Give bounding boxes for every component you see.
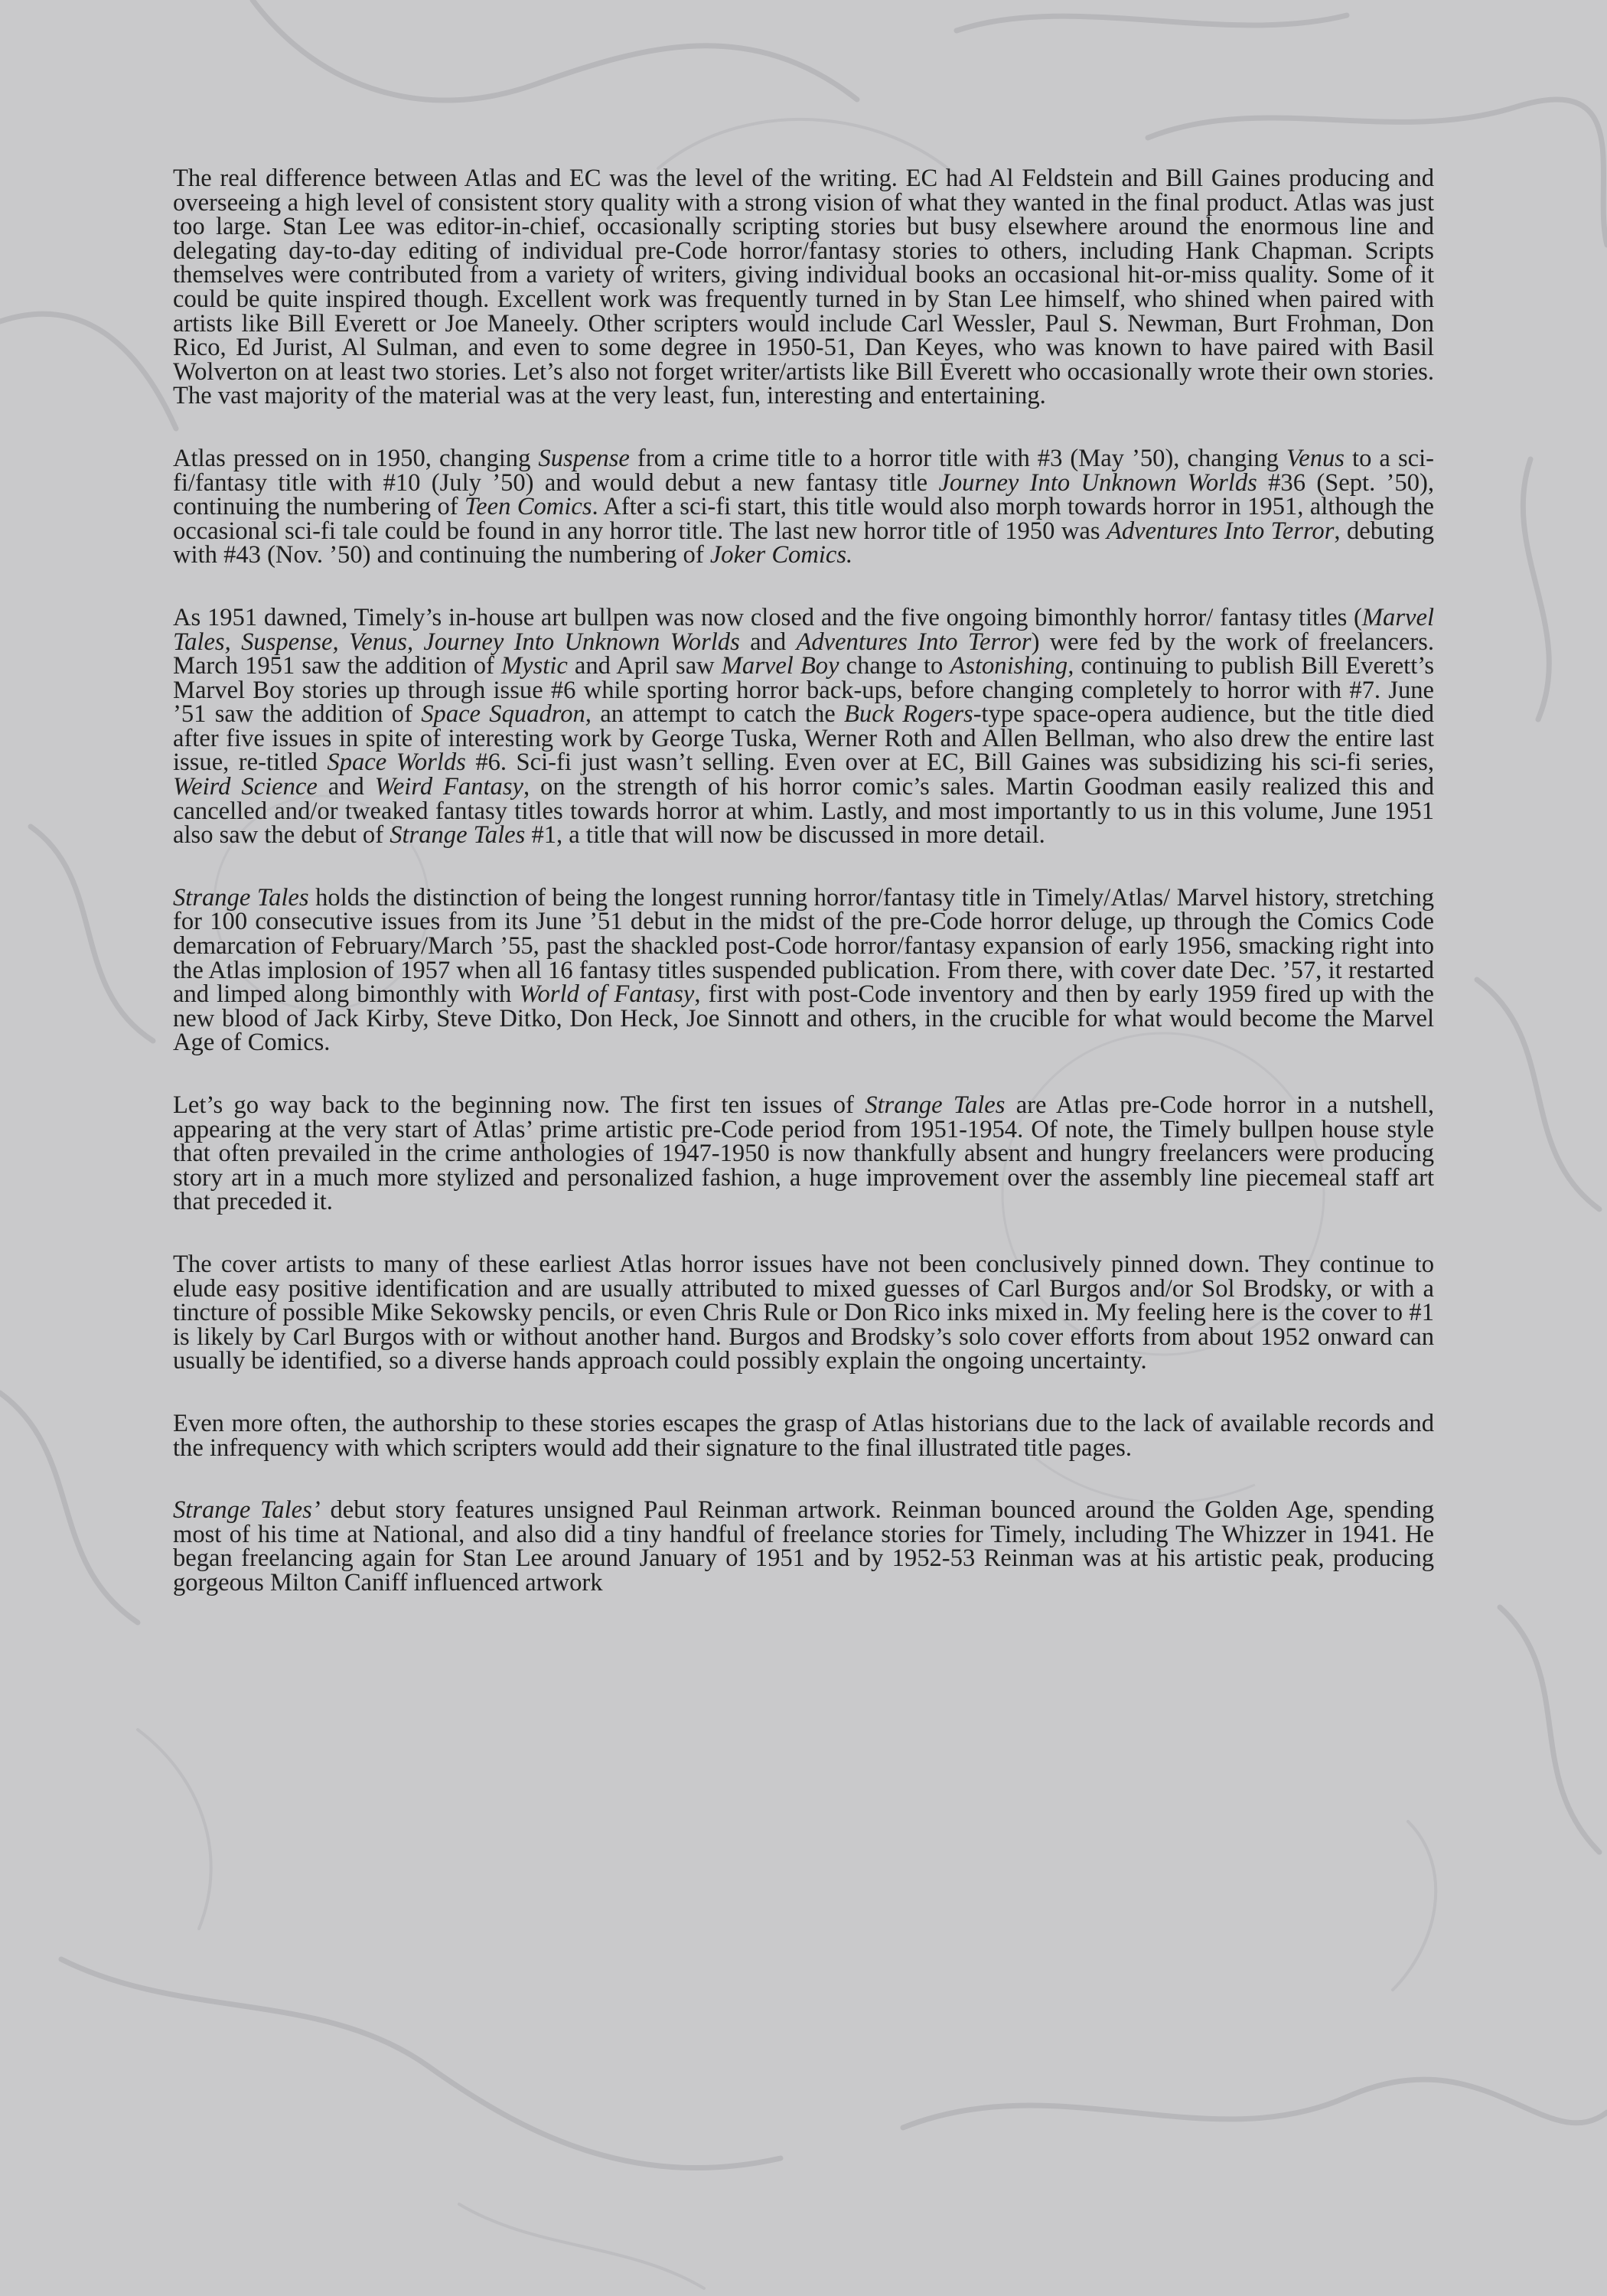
italic-title: Buck Rogers: [844, 700, 973, 729]
italic-title: Teen Comics: [464, 493, 592, 521]
paragraph: [173, 883, 1434, 1057]
text-run: Even more often, the authorship to these stories escapes the grasp of Atlas historians due to the lack of available records and the infrequency with which scripters would add their signature to the final illustrated title pages.: [173, 1409, 1434, 1462]
italic-title: Suspense: [538, 444, 630, 472]
text-run: and: [317, 773, 375, 801]
text-run: holds the distinction of being the longest running horror/fantasy title in Timely/Atlas/ Marvel history, stretching for 100 consecutive issues from its June ’51 debut in the midst of the pre-Code horror deluge, up through the Comics Code demarcation of February/March ’55, past the shackled post-Code horror/fantasy expansion of early 1956, smacking right into the Atlas implosion of 1957 when all 16 fantasy titles suspended publication. From there, with cover date Dec. ’57, it restarted and limped along bimonthly with: [173, 883, 1434, 1009]
text-run: The real difference between Atlas and EC was the level of the writing. EC had Al Feldstein and Bill Gaines producing and overseeing a high level of consistent story quality with a strong vision of what they wanted in the final product. Atlas was just too large. Stan Lee was editor-in-chief, occasionally scripting stories but busy elsewhere around the enormous line and delegating day-to-day editing of individual pre-Code horror/fantasy stories to others, including Hank Chapman. Scripts themselves were contributed from a variety of writers, giving individual books an occasional hit-or-miss quality. Some of it could be quite inspired though. Excellent work was frequently turned in by Stan Lee himself, who shined when paired with artists like Bill Everett or Joe Maneely. Other scripters would include Carl Wessler, Paul S. Newman, Burt Frohman, Don Rico, Ed Jurist, Al Sulman, and even to some degree in 1950-51, Dan Keyes, who was known to have paired with Basil Wolverton on at least two stories. Let’s also not forget writer/artists like Bill Everett who occasionally wrote their own stories. The vast majority of the material was at the very least, fun, interesting and entertaining.: [173, 165, 1434, 410]
italic-title: Joker Comics.: [709, 541, 853, 569]
text-run: #6. Sci-fi just wasn’t selling. Even over at EC, Bill Gaines was subsidizing his sci-fi series,: [465, 748, 1434, 777]
text-run: to a sci-fi/fantasy title with #10 (July ’50) and would debut a new fantasy title: [173, 444, 1434, 497]
italic-title: Strange Tales: [865, 1091, 1006, 1119]
paragraph: [173, 603, 1435, 850]
text-run: . After a sci-fi start, this title would also morph towards horror in 1951, although the occasional sci-fi tale could be found in any horror title. The last new horror title of 1950 was: [173, 493, 1434, 545]
italic-title: Marvel Tales, Suspense, Venus, Journey Into Unknown Worlds: [173, 603, 1434, 656]
text-run: Let’s go way back to the beginning now. The first ten issues of: [173, 1091, 865, 1119]
paragraph: [173, 1409, 1434, 1462]
italic-title: Mystic: [500, 652, 568, 680]
italic-title: Journey Into Unknown Worlds: [938, 468, 1257, 497]
text-run: , on the strength of his horror comic’s sales. Martin Goodman easily realized this and cancelled and/or tweaked fantasy titles towards horror at whim. Lastly, and most importantly to us in this volume, June 1951 also saw the debut of: [173, 773, 1434, 850]
text-run: #1, a title that will now be discussed in more detail.: [525, 821, 1045, 850]
text-run: and: [739, 628, 797, 656]
italic-title: World of Fantasy: [519, 980, 695, 1009]
italic-title: Weird Fantasy: [374, 773, 523, 801]
italic-title: Adventures Into Terror: [1106, 517, 1335, 545]
text-run: debut story features unsigned Paul Reinman artwork. Reinman bounced around the Golden Age, spending most of his time at National, and also did a tiny handful of freelance stories for Timely, including The Whizzer in 1941. He began freelancing again for Stan Lee around January of 1951 and by 1952-53 Reinman was at his artistic peak, producing gorgeous Milton Caniff influenced artwork: [173, 1496, 1434, 1596]
text-run: from a crime title to a horror title with #3 (May ’50), changing: [629, 444, 1286, 472]
italic-title: Strange Tales: [390, 821, 526, 850]
italic-title: Strange Tales: [173, 883, 309, 912]
text-run: are Atlas pre-Code horror in a nutshell, appearing at the very start of Atlas’ prime artistic pre-Code period from 1951-1954. Of note, the Timely bullpen house style that often prevailed in the crime anthologies of 1947-1950 is now thankfully absent and hungry freelancers were producing story art in a much more stylized and personalized fashion, a huge improvement over the assembly line piecemeal staff art that preceded it.: [173, 1091, 1434, 1216]
text-run: change to: [839, 652, 950, 680]
paragraph: [173, 167, 1434, 409]
text-run: ) were fed by the work of freelancers. March 1951 saw the addition of: [173, 628, 1435, 680]
text-run: -type space-opera audience, but the title died after five issues in spite of interesting work by George Tuska, Werner Roth and Allen Bellman, who also drew the entire last issue, re-titled: [173, 700, 1434, 777]
text-run: #36 (Sept. ’50), continuing the numbering of: [173, 468, 1434, 521]
italic-title: Space Worlds: [327, 748, 466, 777]
text-run: As 1951 dawned, Timely’s in-house art bullpen was now closed and the five ongoing bimonthly horror/ fantasy titles (: [173, 603, 1362, 631]
text-run: and April saw: [567, 652, 722, 680]
italic-title: Space Squadron,: [421, 700, 592, 729]
italic-title: Astonishing,: [950, 652, 1074, 680]
article-body: [173, 167, 1434, 1596]
italic-title: Strange Tales’: [173, 1496, 321, 1525]
text-run: continuing to publish Bill Everett’s Marvel Boy stories up through issue #6 while sporting horror back-ups, before changing completely to horror with #7. June ’51 saw the addition of: [173, 652, 1434, 729]
text-run: , debuting with #43 (Nov. ’50) and continuing the numbering of: [173, 517, 1434, 569]
paragraph: [173, 1250, 1434, 1375]
text-run: The cover artists to many of these earliest Atlas horror issues have not been conclusively pinned down. They continue to elude easy positive identification and are usually attributed to mixed guesses of Carl Burgos and/or Sol Brodsky, or with a tincture of possible Mike Sekowsky pencils, or even Chris Rule or Don Rico inks mixed in. My feeling here is the cover to #1 is likely by Carl Burgos with or without another hand. Burgos and Brodsky’s solo cover efforts from about 1952 onward can usually be identified, so a diverse hands approach could possibly explain the ongoing uncertainty.: [173, 1250, 1434, 1375]
italic-title: Marvel Boy: [721, 652, 839, 680]
italic-title: Weird Science: [173, 773, 318, 801]
italic-title: Adventures Into Terror: [796, 628, 1032, 656]
paragraph: [173, 1496, 1434, 1596]
italic-title: Venus: [1286, 444, 1345, 472]
paragraph: [173, 1091, 1434, 1216]
paragraph: [173, 444, 1434, 569]
text-run: , first with post-Code inventory and then by early 1959 fired up with the new blood of Jack Kirby, Steve Ditko, Don Heck, Joe Sinnott and others, in the crucible for what would become the Marvel Age of Comics.: [173, 980, 1434, 1057]
text-run: an attempt to catch the: [591, 700, 844, 729]
text-run: Atlas pressed on in 1950, changing: [173, 444, 539, 472]
